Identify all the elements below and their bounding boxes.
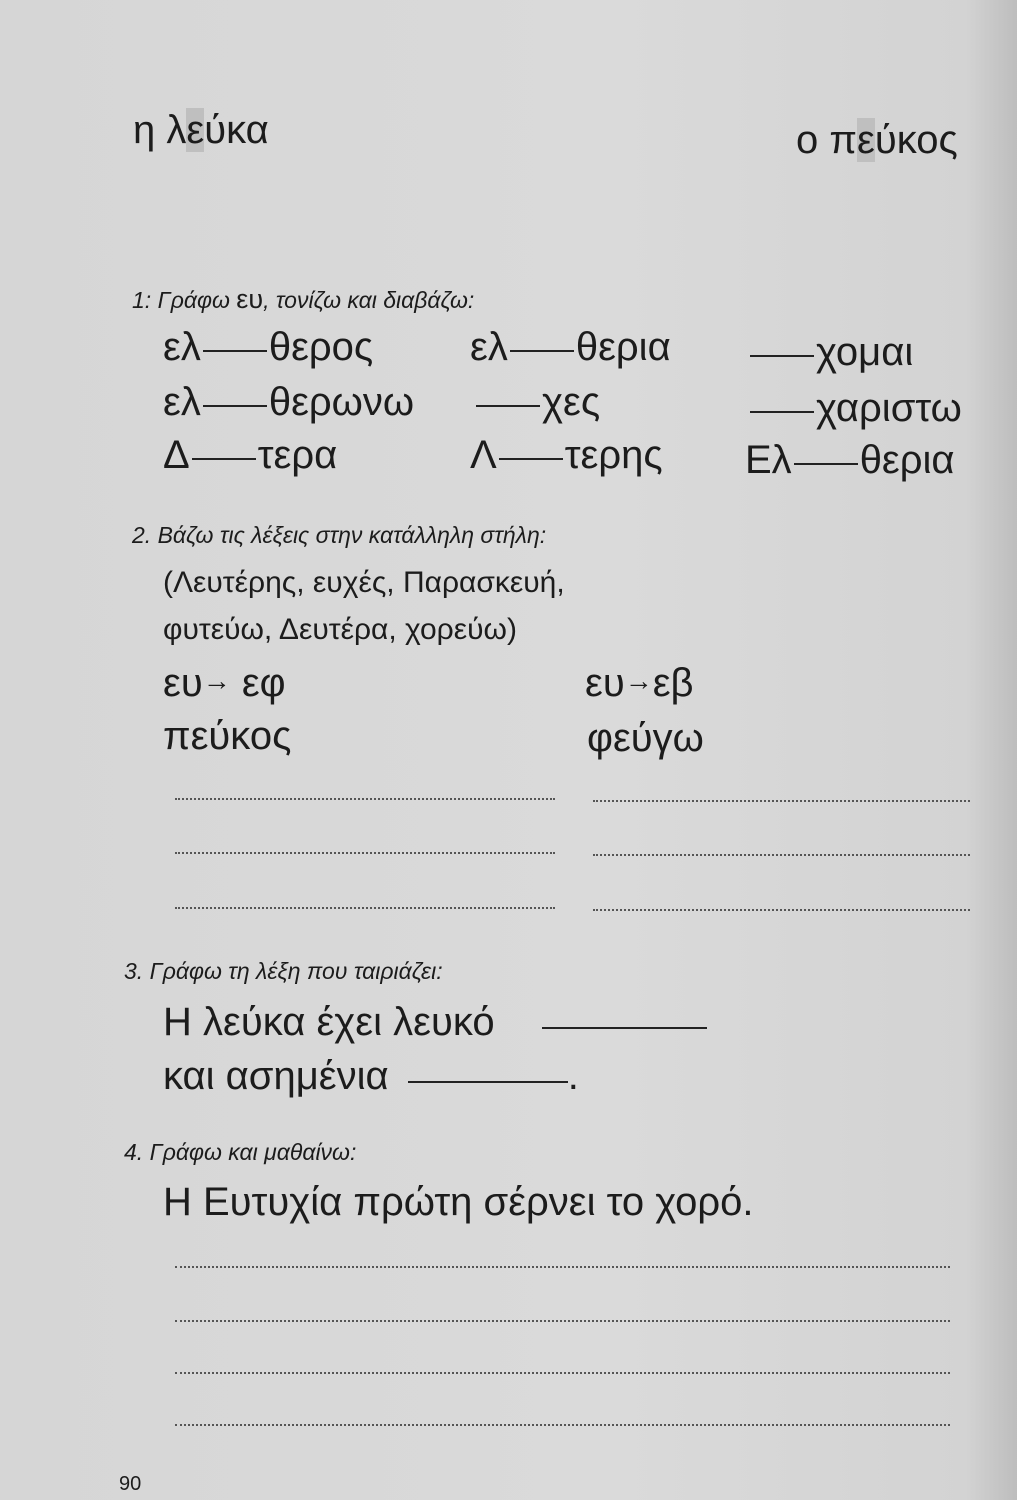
word-end: ύκος: [874, 118, 958, 162]
word-start: λ: [166, 108, 187, 152]
fill-blank[interactable]: [203, 405, 267, 407]
word-start: π: [829, 118, 857, 162]
fill-blank[interactable]: [750, 355, 814, 357]
fill-blank[interactable]: [203, 350, 267, 352]
ex2-words-line2: φυτεύω, Δευτέρα, χορεύω): [163, 613, 517, 646]
answer-line-col2[interactable]: [593, 800, 970, 802]
fill-blank[interactable]: [499, 458, 563, 460]
ex1-item-r0c0: ελ θερος: [163, 325, 374, 369]
answer-line-col1[interactable]: [175, 798, 555, 800]
answer-line-col1[interactable]: [175, 907, 555, 909]
article: η: [133, 108, 156, 152]
fill-blank[interactable]: [476, 405, 540, 407]
fill-blank[interactable]: [542, 1027, 707, 1029]
fill-blank[interactable]: [750, 411, 814, 413]
article: ο: [796, 118, 819, 162]
highlighted-letter: ε: [856, 118, 875, 162]
writing-line[interactable]: [175, 1424, 950, 1426]
arrow-right-icon: →: [624, 665, 653, 696]
header-left-word: [133, 108, 269, 153]
word-end: ύκα: [204, 108, 269, 152]
ex1-item-r0c2: χομαι: [748, 330, 913, 375]
ex1-item-r2c2: Ελ θερια: [745, 438, 955, 482]
page-number: 90: [119, 1473, 142, 1495]
ex1-item-r1c0: ελ θερωνω: [163, 380, 415, 424]
ex2-col2-example: φεύγω: [587, 716, 704, 760]
writing-line[interactable]: [175, 1372, 950, 1374]
ex3-line1: Η λεύκα έχει λευκό: [163, 1000, 707, 1045]
ex2-instruction: 2. Βάζω τις λέξεις στην κατάλληλη στήλη:: [132, 522, 547, 548]
highlighted-letter: ε: [186, 108, 205, 152]
fill-blank[interactable]: [192, 458, 256, 460]
ex2-words-line1: (Λευτέρης, ευχές, Παρασκευή,: [163, 566, 565, 599]
ex1-item-r0c1: ελ θερια: [470, 325, 671, 369]
fill-blank[interactable]: [408, 1081, 568, 1083]
fill-blank[interactable]: [510, 350, 574, 352]
ex1-item-r1c2: χαριστω: [748, 386, 962, 431]
ex1-item-r2c1: Λ τερης: [470, 433, 663, 477]
ex2-col1-example: πεύκος: [163, 714, 292, 758]
fill-blank[interactable]: [794, 463, 858, 465]
ex2-col1-heading: ευ→ εφ: [163, 661, 286, 705]
ex3-line2: και ασημένια .: [163, 1054, 579, 1098]
writing-line[interactable]: [175, 1266, 950, 1268]
arrow-right-icon: →: [202, 665, 231, 696]
ex2-col2-heading: ευ→εβ: [585, 661, 694, 705]
ex1-instruction: 1: Γράφω ευ, τονίζω και διαβάζω:: [132, 284, 475, 314]
answer-line-col2[interactable]: [593, 909, 970, 911]
ex1-item-r2c0: Δ τερα: [163, 433, 338, 477]
target-digraph: ευ: [236, 284, 264, 314]
ex3-instruction: 3. Γράφω τη λέξη που ταιριάζει:: [124, 958, 443, 984]
writing-line[interactable]: [175, 1320, 950, 1322]
ex1-item-r1c1: χες: [474, 380, 600, 425]
answer-line-col2[interactable]: [593, 854, 970, 856]
answer-line-col1[interactable]: [175, 852, 555, 854]
header-right-word: [796, 118, 958, 163]
ex4-sentence: Η Ευτυχία πρώτη σέρνει το χορό.: [163, 1180, 754, 1224]
ex4-instruction: 4. Γράφω και μαθαίνω:: [124, 1139, 357, 1165]
